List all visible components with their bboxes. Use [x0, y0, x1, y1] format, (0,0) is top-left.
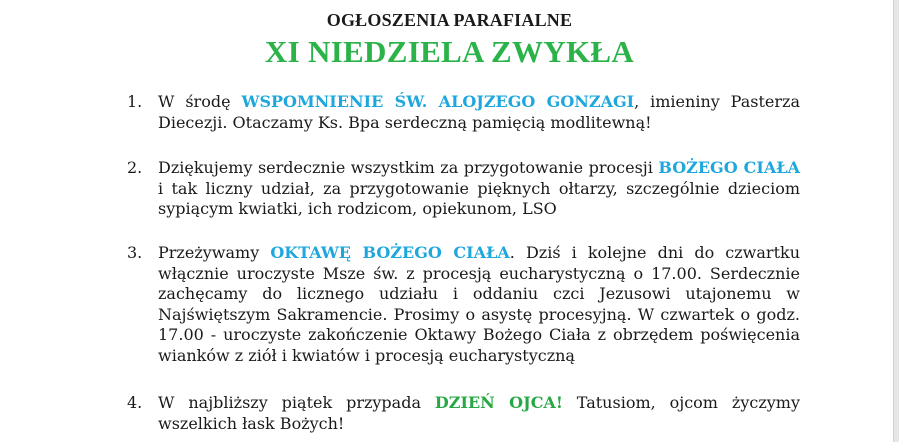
list-item-highlight: OKTAWĘ BOŻEGO CIAŁA [270, 243, 510, 262]
list-item [127, 92, 800, 133]
list-item-text-after: i tak liczny udział, za przygotowanie pięknych ołtarzy, szczególnie dzieciom sypiącym kwiatki, ich rodzicom, opiekunom, LSO [158, 178, 800, 218]
list-item [127, 393, 800, 434]
scrollbar-edge[interactable] [893, 0, 899, 442]
list-item-text-before: W najbliższy piątek przypada [158, 393, 421, 412]
list-item-text-before: Przeżywamy [158, 243, 260, 262]
list-item-highlight: DZIEŃ OJCA! [434, 393, 563, 412]
list-item-text [158, 92, 800, 133]
list-item-text-before: Dziękujemy serdecznie wszystkim za przygotowanie procesji [158, 158, 653, 177]
list-item-highlight: WSPOMNIENIE ŚW. ALOJZEGO GONZAGI [241, 92, 635, 111]
list-item [127, 243, 800, 366]
list-item-number: 4. [127, 393, 143, 412]
list-item-text [158, 393, 800, 434]
page-subtitle: XI NIEDZIELA ZWYKŁA [264, 34, 635, 69]
list-item [127, 158, 800, 220]
list-item-number: 1. [127, 92, 143, 111]
list-item-text-before: W środę [158, 92, 231, 111]
list-item-text-after: . Dziś i kolejne dni do czwartku włącznie uroczyste Msze św. z procesją eucharystyczną o 17.00. Serdecznie zachęcamy do licznego udziału i oddaniu czci Jezusowi utajonemu w Najświętszym Sakramencie. Prosimy o asystę procesyjną. W czwartek o godz. 17.00 - uroczyste zakończenie Oktawy Bożego Ciała z obrzędem poświęcenia wianków z ziół i kwiatów i procesją eucharystyczną [158, 243, 800, 365]
list-item-number: 2. [127, 158, 143, 177]
page-title: OGŁOSZENIA PARAFIALNE [326, 10, 573, 30]
list-item-text [158, 158, 800, 220]
list-item-number: 3. [127, 243, 143, 262]
list-item-text [158, 243, 800, 366]
list-item-text-after: , imieniny Pasterza Diecezji. Otaczamy Ks. Bpa serdeczną pamięcią modlitewną! [158, 92, 800, 132]
list-item-highlight: BOŻEGO CIAŁA [658, 158, 801, 177]
list-item-text-after: Tatusiom, ojcom życzymy wszelkich łask Bożych! [158, 393, 800, 433]
